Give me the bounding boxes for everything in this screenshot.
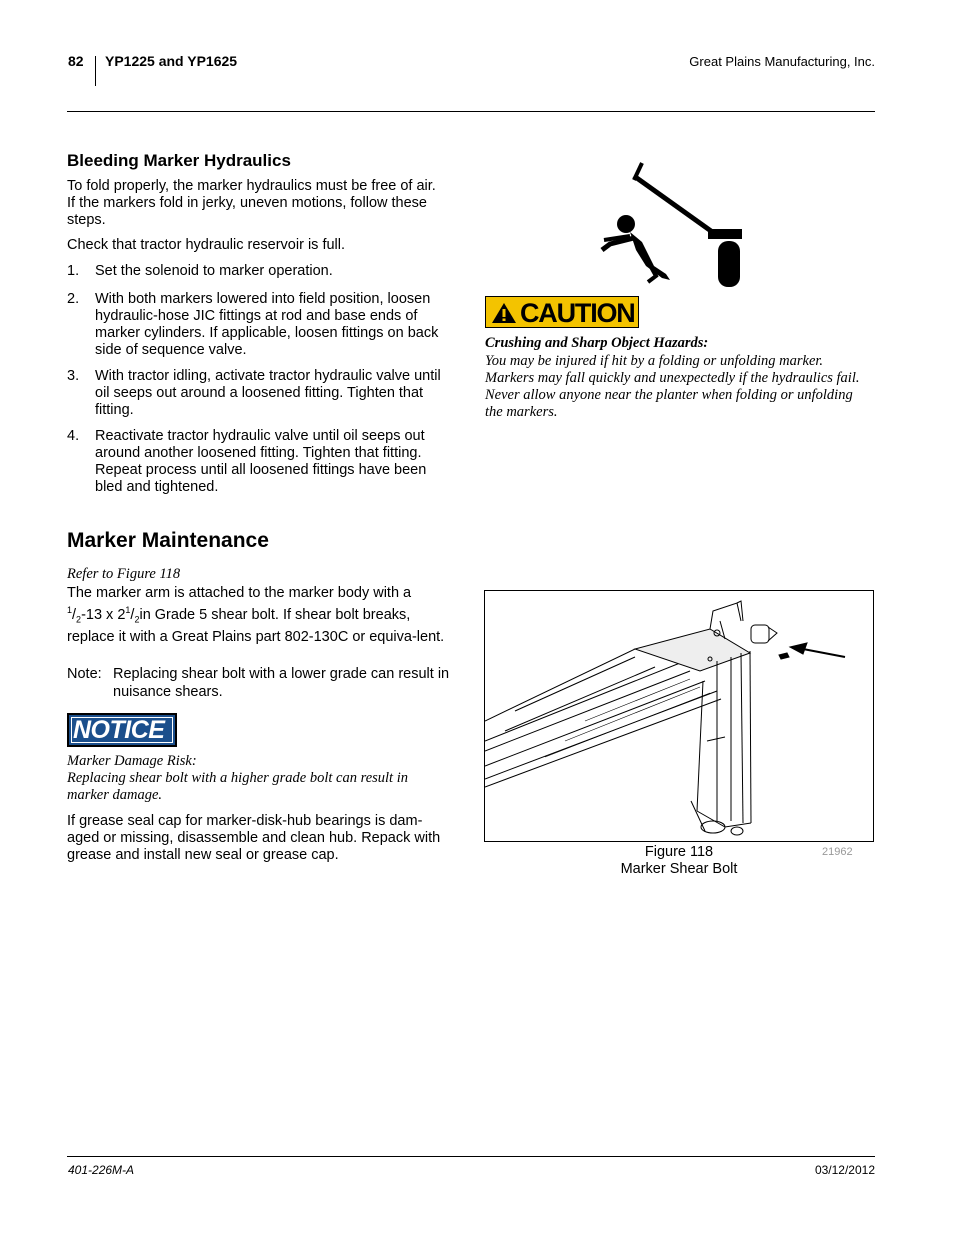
header-rule xyxy=(67,111,875,112)
marker-shear-bolt-illustration xyxy=(485,591,874,842)
shear-bolt-text-a: The marker arm is attached to the marker body with a xyxy=(67,585,412,601)
figure-number: Figure 118 xyxy=(644,844,714,860)
step-number: 2. xyxy=(67,291,80,307)
bleeding-intro: To fold properly, the marker hydraulics must be free of air. If the markers fold in jerky, uneven motions, follow these steps. xyxy=(67,178,436,228)
note xyxy=(67,666,463,702)
bleeding-section xyxy=(67,151,457,171)
step-number: 1. xyxy=(67,263,80,279)
figure-reference: Refer to Figure 118 xyxy=(67,566,181,582)
step-text: With tractor idling, activate tractor hydraulic valve until oil seeps out around a loosened fitting. Tighten that fitting. xyxy=(95,368,441,418)
header-divider xyxy=(95,56,96,86)
maintenance-paragraph: The marker arm is attached to the marker body with a $^1/_2-13$ x $2^1/_2in$ Grade 5 shear bolt. If shear bolt breaks, replace it with a Great Plains part 802-130C or equiva-lent. xyxy=(67,585,445,646)
fraction-numerator: 1 xyxy=(67,605,73,616)
footer-doc-number: 401-226M-A xyxy=(68,1163,135,1177)
shear-bolt-text-b: -13 x 2 xyxy=(81,607,126,624)
figure-caption xyxy=(484,844,874,878)
crush-hazard-pictogram xyxy=(590,158,750,290)
fraction-denominator: 2 xyxy=(76,615,82,626)
figure-title: Marker Shear Bolt xyxy=(620,861,738,877)
note-text: Replacing shear bolt with a lower grade can result in nuisance shears. xyxy=(113,666,450,700)
note-label: Note: xyxy=(67,666,102,682)
notice-word: NOTICE xyxy=(73,716,165,744)
header-model: YP1225 and YP1625 xyxy=(105,53,238,69)
caution-label xyxy=(485,296,639,328)
step-text: Reactivate tractor hydraulic valve until oil seeps out around another loosened fitting. Tighten that fitting. Repeat process until all loosened fittings have been bled and tightened. xyxy=(95,428,427,495)
maintenance-heading: Marker Maintenance xyxy=(67,529,269,552)
step-text: With both markers lowered into field position, loosen hydraulic-hose JIC fittings at rod and base ends of marker cylinders. If applicable, loosen fittings on back side of sequence valve. xyxy=(95,291,439,358)
figure-id: 21962 xyxy=(822,846,853,858)
header-company: Great Plains Manufacturing, Inc. xyxy=(689,54,875,69)
footer-rule xyxy=(67,1156,875,1157)
notice-text: Replacing shear bolt with a higher grade bolt can result in marker damage. xyxy=(67,770,408,803)
shear-bolt-text-c: in Grade 5 shear bolt. If shear bolt breaks, replace it with a Great Plains part 802-130C or equiva-lent. xyxy=(67,607,445,646)
bleeding-check: Check that tractor hydraulic reservoir is full. xyxy=(67,237,346,253)
footer-date: 03/12/2012 xyxy=(814,1163,875,1177)
fraction-numerator: 1 xyxy=(125,605,131,616)
page-number: 82 xyxy=(68,53,84,69)
step-number: 3. xyxy=(67,368,80,384)
figure-118 xyxy=(484,590,874,842)
caution-title: Crushing and Sharp Object Hazards: xyxy=(485,335,709,351)
grease-cap-paragraph: If grease seal cap for marker-disk-hub bearings is dam-aged or missing, disassemble and clean hub. Repack with grease and install new seal or grease cap. xyxy=(67,813,441,863)
fraction-denominator: 2 xyxy=(134,615,140,626)
warning-triangle-icon xyxy=(491,302,517,324)
notice-label xyxy=(67,713,177,747)
bleeding-heading: Bleeding Marker Hydraulics xyxy=(67,151,291,170)
step-text: Set the solenoid to marker operation. xyxy=(95,263,333,279)
notice-title: Marker Damage Risk: xyxy=(67,753,197,769)
caution-text: You may be injured if hit by a folding or unfolding marker. Markers may fall quickly and unexpectedly if the hydraulics fail. Never allow anyone near the planter when folding or unfolding the markers. xyxy=(485,353,860,420)
step-number: 4. xyxy=(67,428,80,444)
caution-word: CAUTION xyxy=(520,298,635,328)
